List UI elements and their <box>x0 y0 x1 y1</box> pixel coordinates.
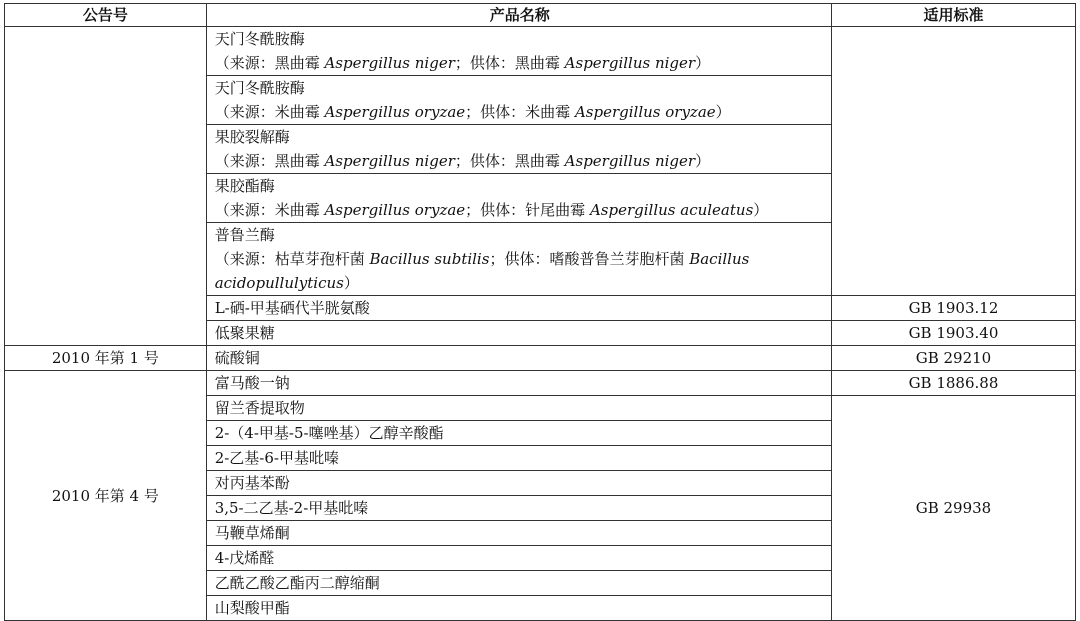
source-label: （来源：米曲霉 <box>214 103 325 121</box>
product-source <box>215 198 825 222</box>
standard-value: GB 1903.12 <box>831 296 1075 321</box>
header-applicable-standard: 适用标准 <box>831 4 1075 27</box>
product-cell <box>206 174 831 223</box>
product-name: 3,5-二乙基-2-甲基吡嗪 <box>206 496 831 521</box>
product-name: 硫酸铜 <box>206 346 831 371</box>
product-cell <box>206 125 831 174</box>
product-cell <box>206 27 831 76</box>
table-row <box>5 346 1076 371</box>
product-source <box>215 149 825 173</box>
donor-species: Aspergillus aculeatus <box>589 201 754 219</box>
donor-label: ；供体：黑曲霉 <box>454 152 565 170</box>
source-label: （来源：黑曲霉 <box>214 54 325 72</box>
donor-species: Aspergillus niger <box>564 54 696 72</box>
product-source <box>215 51 825 75</box>
product-standards-table <box>4 3 1076 621</box>
standard-value: GB 29210 <box>831 346 1075 371</box>
product-source <box>215 247 825 295</box>
closing-paren: ） <box>715 103 731 121</box>
product-name: 马鞭草烯酮 <box>206 521 831 546</box>
notice-cell-empty <box>5 27 207 346</box>
standard-cell-empty <box>831 27 1075 296</box>
product-name: 2-（4-甲基-5-噻唑基）乙醇辛酸酯 <box>206 421 831 446</box>
product-name: 果胶裂解酶 <box>214 128 290 146</box>
notice-number: 2010 年第 4 号 <box>5 371 207 621</box>
donor-species: Aspergillus oryzae <box>574 103 716 121</box>
product-name: 乙酰乙酸乙酯丙二醇缩酮 <box>206 571 831 596</box>
closing-paren: ） <box>695 54 711 72</box>
product-name: 富马酸一钠 <box>206 371 831 396</box>
closing-paren: ） <box>695 152 711 170</box>
header-product-name: 产品名称 <box>206 4 831 27</box>
donor-label: ；供体：米曲霉 <box>465 103 575 121</box>
donor-label: ；供体：嗜酸普鲁兰芽胞杆菌 <box>489 250 690 268</box>
product-name: 普鲁兰酶 <box>214 226 275 244</box>
donor-species: Bacillus acidopullulyticus <box>214 250 750 292</box>
table-header-row <box>5 4 1076 27</box>
product-name: 天门冬酰胺酶 <box>214 79 305 97</box>
product-name: 天门冬酰胺酶 <box>214 30 305 48</box>
standard-value: GB 1886.88 <box>831 371 1075 396</box>
closing-paren: ） <box>753 201 769 219</box>
source-species: Aspergillus oryzae <box>324 103 466 121</box>
notice-number: 2010 年第 1 号 <box>5 346 207 371</box>
product-name: 4-戊烯醛 <box>206 546 831 571</box>
product-name: 果胶酯酶 <box>214 177 275 195</box>
source-species: Aspergillus niger <box>324 152 455 170</box>
source-label: （来源：黑曲霉 <box>214 152 325 170</box>
product-name: 对丙基苯酚 <box>206 471 831 496</box>
product-name: 山梨酸甲酯 <box>206 596 831 621</box>
product-name: 2-乙基-6-甲基吡嗪 <box>206 446 831 471</box>
donor-label: ；供体：黑曲霉 <box>454 54 565 72</box>
product-cell <box>206 223 831 296</box>
header-notice-number: 公告号 <box>5 4 207 27</box>
standard-value: GB 1903.40 <box>831 321 1075 346</box>
source-species: Bacillus subtilis <box>369 250 490 268</box>
product-name: L-硒-甲基硒代半胱氨酸 <box>206 296 831 321</box>
source-species: Aspergillus oryzae <box>324 201 466 219</box>
product-name: 留兰香提取物 <box>206 396 831 421</box>
source-species: Aspergillus niger <box>324 54 455 72</box>
source-label: （来源：米曲霉 <box>214 201 325 219</box>
product-cell <box>206 76 831 125</box>
product-source <box>215 100 825 124</box>
closing-paren: ） <box>343 274 359 292</box>
donor-label: ；供体：针尾曲霉 <box>465 201 590 219</box>
table-row <box>5 371 1076 396</box>
donor-species: Aspergillus niger <box>564 152 696 170</box>
standard-value: GB 29938 <box>831 396 1075 621</box>
product-name: 低聚果糖 <box>206 321 831 346</box>
table-row <box>5 27 1076 76</box>
source-label: （来源：枯草芽孢杆菌 <box>214 250 370 268</box>
